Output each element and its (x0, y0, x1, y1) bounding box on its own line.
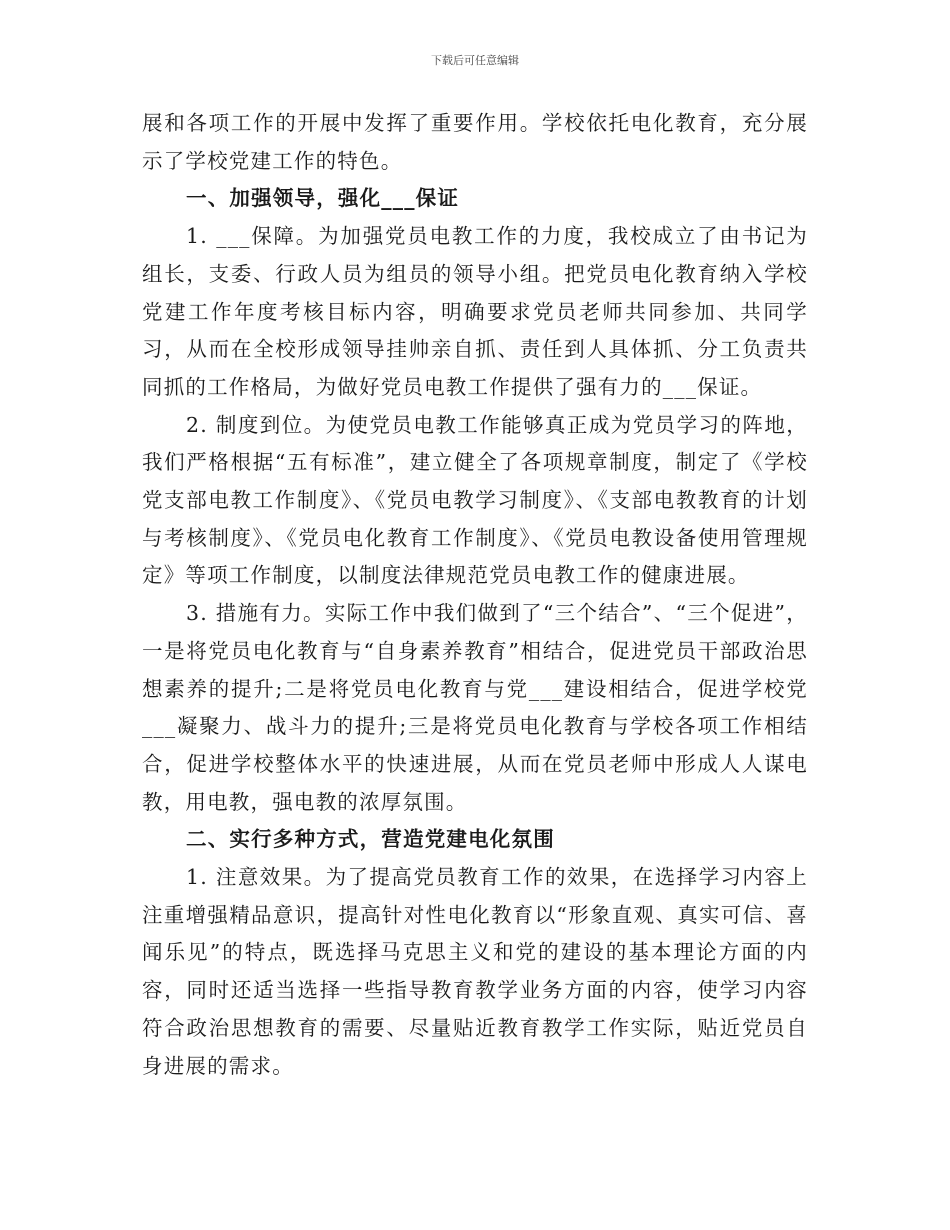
page-header: 下载后可任意编辑 (431, 54, 519, 67)
section-heading-1: 一、加强领导，强化___保证 (186, 186, 460, 211)
list-item: 3. 措施有力。实际工作中我们做到了“三个结合”、“三个促进”，一是将党员电化教育与“自身素养教育”相结合，促进党员干部政治思想素养的提升;二是将党员电化教育与党___建设相结合，促进学校党___凝聚力、战斗力的提升;三是将党员电化教育与学校各项工作相结合，促进学校整体水平的快速进展，从而在党员老师中形成人人谋电教，用电教，强电教的浓厚氛围。 (142, 601, 808, 814)
list-item: 1. 注意效果。为了提高党员教育工作的效果，在选择学习内容上注重增强精品意识，提高针对性电化教育以“形象直观、真实可信、喜闻乐见”的特点，既选择马克思主义和党的建设的基本理论方面的内容，同时还适当选择一些指导教育教学业务方面的内容，使学习内容符合政治思想教育的需要、尽量贴近教育教学工作实际，贴近党员自身进展的需求。 (142, 865, 808, 1078)
document-body (142, 105, 808, 1085)
section-heading-2: 二、实行多种方式，营造党建电化氛围 (186, 827, 555, 852)
continuation-paragraph: 展和各项工作的开展中发挥了重要作用。学校依托电化教育，充分展示了学校党建工作的特色。 (142, 111, 808, 173)
list-item: 2. 制度到位。为使党员电教工作能够真正成为党员学习的阵地，我们严格根据“五有标准”，建立健全了各项规章制度，制定了《学校党支部电教工作制度》、《党员电教学习制度》、《支部电教教育的计划与考核制度》、《党员电化教育工作制度》、《党员电教设备使用管理规定》等项工作制度，以制度法律规范党员电教工作的健康进展。 (142, 412, 808, 588)
list-item: 1. ___保障。为加强党员电教工作的力度，我校成立了由书记为组长，支委、行政人员为组员的领导小组。把党员电化教育纳入学校党建工作年度考核目标内容，明确要求党员老师共同参加、共同学习，从而在全校形成领导挂帅亲自抓、责任到人具体抓、分工负责共同抓的工作格局，为做好党员电教工作提供了强有力的___保证。 (142, 224, 808, 399)
